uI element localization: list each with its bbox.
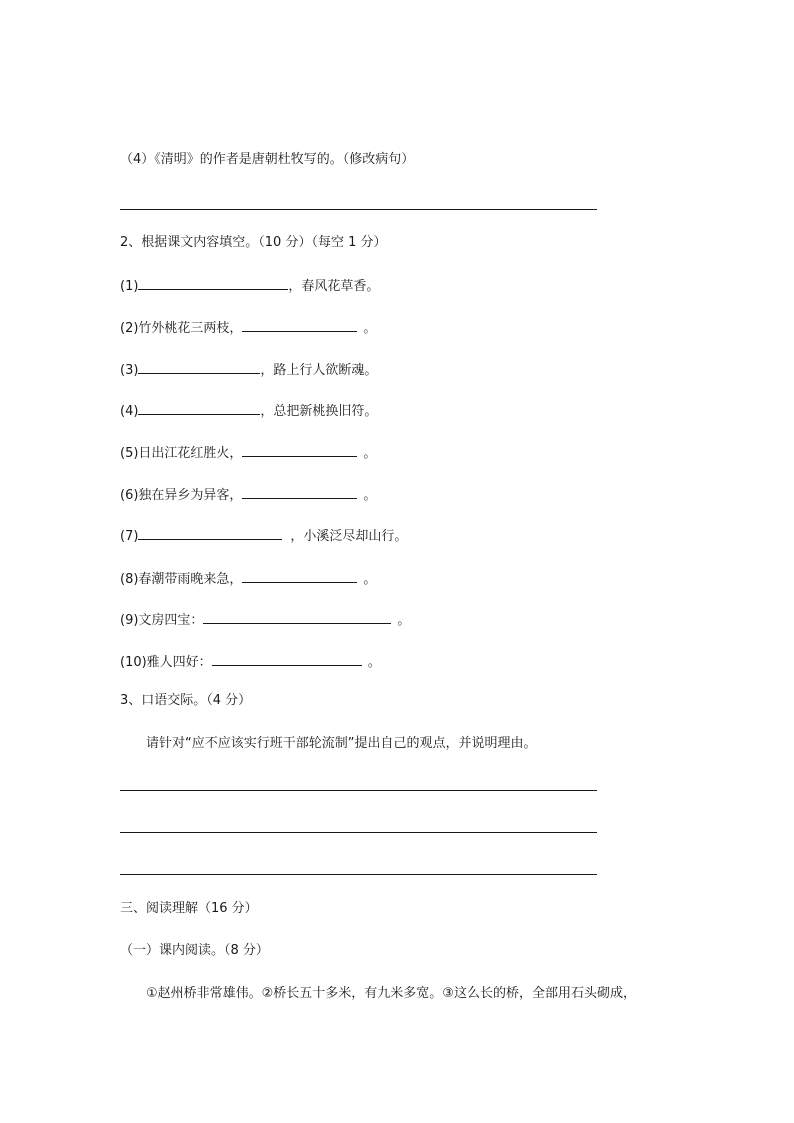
section-2-title: 2、根据课文内容填空。（10 分）（每空 1 分） bbox=[120, 235, 387, 250]
fill-item-suffix: 。 bbox=[363, 488, 377, 503]
fill-blank[interactable] bbox=[138, 360, 260, 374]
fill-item-prefix: (3) bbox=[120, 363, 139, 378]
fill-item-prefix: (5)日出江花红胜火， bbox=[120, 446, 243, 461]
fill-blank[interactable] bbox=[242, 318, 357, 332]
answer-line[interactable] bbox=[120, 209, 597, 210]
fill-item-suffix: 。 bbox=[363, 446, 377, 461]
fill-item-suffix: ，春风花草香。 bbox=[288, 279, 380, 294]
part-3-title: 三、阅读理解（16 分） bbox=[120, 901, 258, 916]
fill-item-suffix: ，小溪泛尽却山行。 bbox=[290, 529, 408, 544]
fill-blank[interactable] bbox=[138, 526, 282, 540]
fill-blank[interactable] bbox=[242, 485, 357, 499]
fill-item-prefix: (9)文房四宝： bbox=[120, 613, 204, 628]
section-3-title: 3、口语交际。（4 分） bbox=[120, 693, 252, 708]
fill-item-5 bbox=[120, 443, 376, 463]
fill-item-6 bbox=[120, 485, 376, 505]
fill-item-prefix: (4) bbox=[120, 404, 139, 419]
fill-blank[interactable] bbox=[138, 276, 288, 290]
fill-item-suffix: 。 bbox=[397, 613, 411, 628]
fill-item-suffix: 。 bbox=[363, 321, 377, 336]
fill-item-prefix: (10)雅人四好： bbox=[120, 655, 212, 670]
reading-passage: ①赵州桥非常雄伟。②桥长五十多米，有九米多宽。③这么长的桥，全部用石头砌成， bbox=[146, 986, 636, 1001]
question-4: （4）《清明》的作者是唐朝杜牧写的。（修改病句） bbox=[120, 152, 415, 167]
fill-blank[interactable] bbox=[242, 569, 357, 583]
fill-item-3 bbox=[120, 360, 377, 380]
answer-line[interactable] bbox=[120, 790, 597, 791]
fill-item-2 bbox=[120, 318, 376, 338]
fill-item-8 bbox=[120, 569, 376, 589]
fill-item-9 bbox=[120, 610, 410, 630]
fill-item-prefix: (6)独在异乡为异客， bbox=[120, 488, 243, 503]
answer-line[interactable] bbox=[120, 832, 597, 833]
fill-item-4 bbox=[120, 401, 377, 421]
fill-item-10 bbox=[120, 652, 381, 672]
section-3-prompt: 请针对“应不应该实行班干部轮流制”提出自己的观点，并说明理由。 bbox=[146, 736, 537, 751]
fill-item-suffix: 。 bbox=[367, 655, 381, 670]
fill-item-prefix: (8)春潮带雨晚来急， bbox=[120, 572, 243, 587]
fill-blank[interactable] bbox=[242, 443, 357, 457]
part-3-subtitle: （一）课内阅读。（8 分） bbox=[120, 943, 269, 958]
fill-item-prefix: (2)竹外桃花三两枝， bbox=[120, 321, 243, 336]
fill-blank[interactable] bbox=[212, 652, 362, 666]
fill-item-prefix: (7) bbox=[120, 529, 139, 544]
fill-item-suffix: ，路上行人欲断魂。 bbox=[260, 363, 378, 378]
answer-line[interactable] bbox=[120, 874, 597, 875]
fill-item-prefix: (1) bbox=[120, 279, 139, 294]
fill-item-1 bbox=[120, 276, 379, 296]
fill-item-suffix: ，总把新桃换旧符。 bbox=[260, 404, 378, 419]
fill-item-7 bbox=[120, 526, 407, 546]
fill-blank[interactable] bbox=[138, 401, 260, 415]
fill-blank[interactable] bbox=[203, 610, 391, 624]
fill-item-suffix: 。 bbox=[363, 572, 377, 587]
